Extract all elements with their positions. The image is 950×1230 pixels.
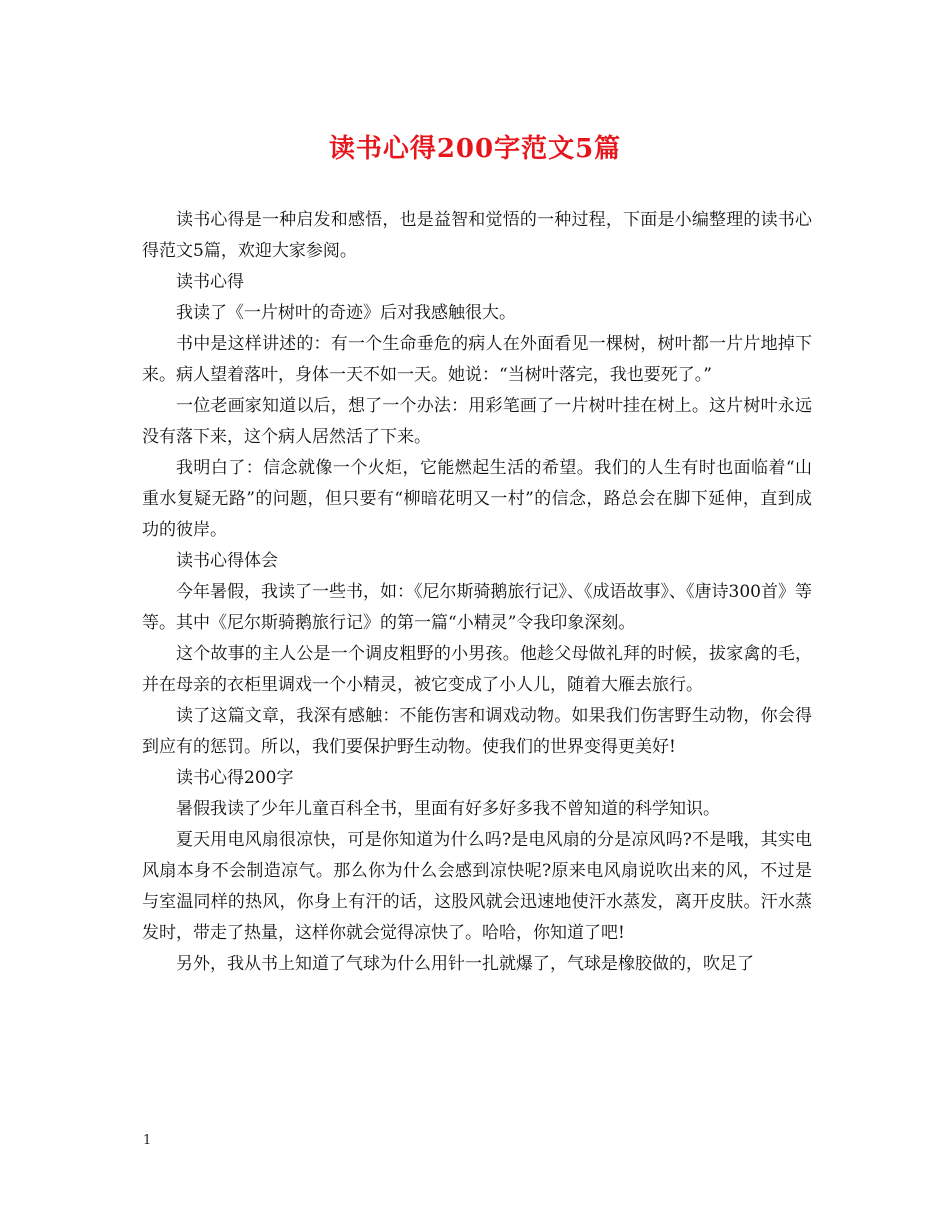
paragraph: 我明白了：信念就像一个火炬，它能燃起生活的希望。我们的人生有时也面临着“山重水复疑无路”的问题，但只要有“柳暗花明又一村”的信念，路总会在脚下延伸，直到成功的彼岸。	[142, 458, 812, 540]
section-heading: 读书心得体会	[176, 551, 278, 571]
paragraph: 书中是这样讲述的：有一个生命垂危的病人在外面看见一棵树，树叶都一片片地掉下来。病人望着落叶，身体一天不如一天。她说：“当树叶落完，我也要死了。”	[142, 334, 812, 385]
page-number: 1	[143, 1133, 152, 1148]
paragraph: 另外，我从书上知道了气球为什么用针一扎就爆了，气球是橡胶做的，吹足了	[176, 954, 754, 974]
paragraph: 夏天用电风扇很凉快，可是你知道为什么吗?是电风扇的分是凉风吗?不是哦，其实电风扇本身不会制造凉气。那么你为什么会感到凉快呢?原来电风扇说吹出来的风，不过是与室温同样的热风，你身上有汗的话，这股风就会迅速地使汗水蒸发，离开皮肤。汗水蒸发时，带走了热量，这样你就会觉得凉快了。哈哈，你知道了吧!	[142, 830, 812, 943]
paragraph: 这个故事的主人公是一个调皮粗野的小男孩。他趁父母做礼拜的时候，拔家禽的毛，并在母亲的衣柜里调戏一个小精灵，被它变成了小人儿，随着大雁去旅行。	[142, 644, 812, 695]
document-body	[142, 205, 812, 980]
document-title: 读书心得200字范文5篇	[328, 134, 622, 164]
paragraph: 暑假我读了少年儿童百科全书，里面有好多好多我不曾知道的科学知识。	[176, 799, 720, 819]
section-heading: 读书心得200字	[176, 768, 294, 788]
paragraph: 我读了《一片树叶的奇迹》后对我感触很大。	[176, 303, 516, 323]
paragraph: 读了这篇文章，我深有感触：不能伤害和调戏动物。如果我们伤害野生动物，你会得到应有的惩罚。所以，我们要保护野生动物。使我们的世界变得更美好!	[142, 706, 812, 757]
paragraph-intro: 读书心得是一种启发和感悟，也是益智和觉悟的一种过程，下面是小编整理的读书心得范文5篇，欢迎大家参阅。	[142, 210, 812, 261]
paragraph: 今年暑假，我读了一些书，如：《尼尔斯骑鹅旅行记》、《成语故事》、《唐诗300首》等等。其中《尼尔斯骑鹅旅行记》的第一篇“小精灵”令我印象深刻。	[142, 582, 812, 633]
section-heading: 读书心得	[176, 272, 244, 292]
paragraph: 一位老画家知道以后，想了一个办法：用彩笔画了一片树叶挂在树上。这片树叶永远没有落下来，这个病人居然活了下来。	[142, 396, 812, 447]
